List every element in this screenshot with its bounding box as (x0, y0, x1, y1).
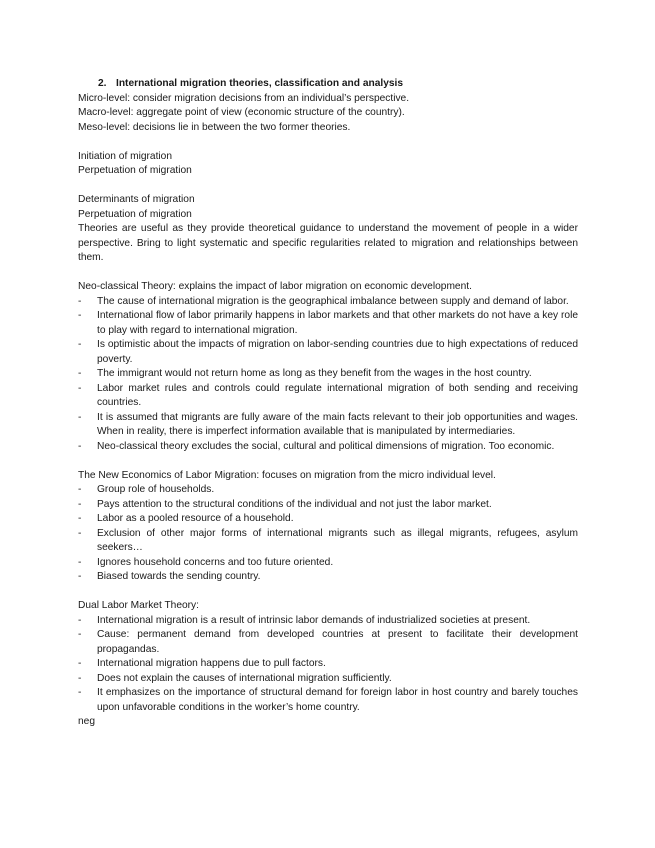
dual-labor-section (78, 599, 578, 715)
trailing-text: neg (78, 716, 95, 727)
new-economics-title: The New Economics of Labor Migration: focuses on migration from the micro individual level. (78, 469, 496, 481)
list-item: - The immigrant would not return home as long as they benefit from the wages in the host country. (78, 367, 578, 382)
dash-bullet: - (78, 498, 82, 510)
list-item: - International flow of labor primarily happens in labor markets and that other markets do not have a key role to play with regard to international migration. (78, 310, 578, 336)
dash-bullet: - (78, 382, 82, 394)
dash-bullet: - (78, 295, 82, 307)
neoclassical-section (78, 280, 578, 454)
neoclassical-list (78, 295, 578, 455)
dual-labor-title: Dual Labor Market Theory: (78, 600, 199, 611)
section-number: 2. (98, 78, 107, 89)
dash-bullet: - (78, 629, 82, 640)
dash-bullet: - (78, 310, 82, 321)
intro-paragraph: Theories are useful as they provide theoretical guidance to understand the movement of people in a wider perspective. Bring to light systematic and specific regularities related to migration and relationships between them. (78, 223, 578, 263)
section-heading (78, 77, 578, 92)
meso-level-line: Meso-level: decisions lie in between the two former theories. (78, 121, 351, 133)
dash-bullet: - (78, 440, 82, 452)
dash-bullet: - (78, 556, 82, 568)
dash-bullet: - (78, 687, 82, 698)
list-item: - Cause: permanent demand from developed countries at present to facilitate their development propagandas. (78, 629, 578, 655)
dash-bullet: - (78, 484, 82, 495)
list-item: - International migration is a result of intrinsic labor demands of industrialized societies at present. (78, 614, 578, 629)
determinants-block (78, 193, 578, 222)
blank-line (78, 585, 578, 600)
dash-bullet: - (78, 672, 82, 684)
list-item: - Biased towards the sending country. (78, 570, 578, 585)
blank-line (78, 454, 578, 469)
blank-line (78, 179, 578, 194)
dash-bullet: - (78, 368, 82, 379)
determinants-line: Determinants of migration (78, 194, 195, 205)
micro-level-line: Micro-level: consider migration decisions from an individual’s perspective. (78, 92, 410, 104)
perpetuation-line-2: Perpetuation of migration (78, 208, 192, 220)
macro-level-line: Macro-level: aggregate point of view (economic structure of the country). (78, 107, 405, 118)
perpetuation-line: Perpetuation of migration (78, 165, 192, 176)
dash-bullet: - (78, 513, 82, 524)
list-item: - Group role of households. (78, 483, 578, 498)
list-item: - Labor as a pooled resource of a household. (78, 512, 578, 527)
neoclassical-title: Neo-classical Theory: explains the impact of labor migration on economic development. (78, 281, 472, 292)
list-item: - Ignores household concerns and too future oriented. (78, 556, 578, 571)
list-item: - The cause of international migration is the geographical imbalance between supply and demand of labor. (78, 295, 578, 310)
dual-labor-list (78, 614, 578, 716)
new-economics-section (78, 469, 578, 585)
list-item: - It is assumed that migrants are fully aware of the main facts relevant to their job opportunities and wages. When in reality, there is imperfect information available that is manipulated by intermediaries. (78, 411, 578, 437)
list-item: - It emphasizes on the importance of structural demand for foreign labor in host country and barely touches upon unfavorable conditions in the worker’s home country. (78, 687, 578, 713)
section-title: International migration theories, classification and analysis (116, 78, 404, 89)
dash-bullet: - (78, 339, 82, 350)
list-item: - Exclusion of other major forms of international migrants such as illegal migrants, refugees, asylum seekers… (78, 527, 578, 553)
blank-line (78, 266, 578, 281)
dash-bullet: - (78, 614, 82, 626)
dash-bullet: - (78, 411, 82, 423)
dash-bullet: - (78, 571, 82, 582)
dash-bullet: - (78, 527, 82, 539)
document-page (78, 77, 578, 730)
initiation-block (78, 150, 578, 179)
initiation-line: Initiation of migration (78, 150, 173, 162)
list-item: - International migration happens due to pull factors. (78, 657, 578, 672)
list-item: - Is optimistic about the impacts of migration on labor-sending countries due to high expectations of reduced poverty. (78, 339, 578, 365)
new-economics-list (78, 483, 578, 585)
list-item: - Neo-classical theory excludes the social, cultural and political dimensions of migration. Too economic. (78, 440, 578, 455)
blank-line (78, 135, 578, 150)
list-item: - Labor market rules and controls could regulate international migration of both sending and receiving countries. (78, 382, 578, 408)
levels-block (78, 92, 578, 136)
dash-bullet: - (78, 658, 82, 669)
list-item: - Pays attention to the structural conditions of the individual and not just the labor market. (78, 498, 578, 513)
list-item: - Does not explain the causes of international migration sufficiently. (78, 672, 578, 687)
